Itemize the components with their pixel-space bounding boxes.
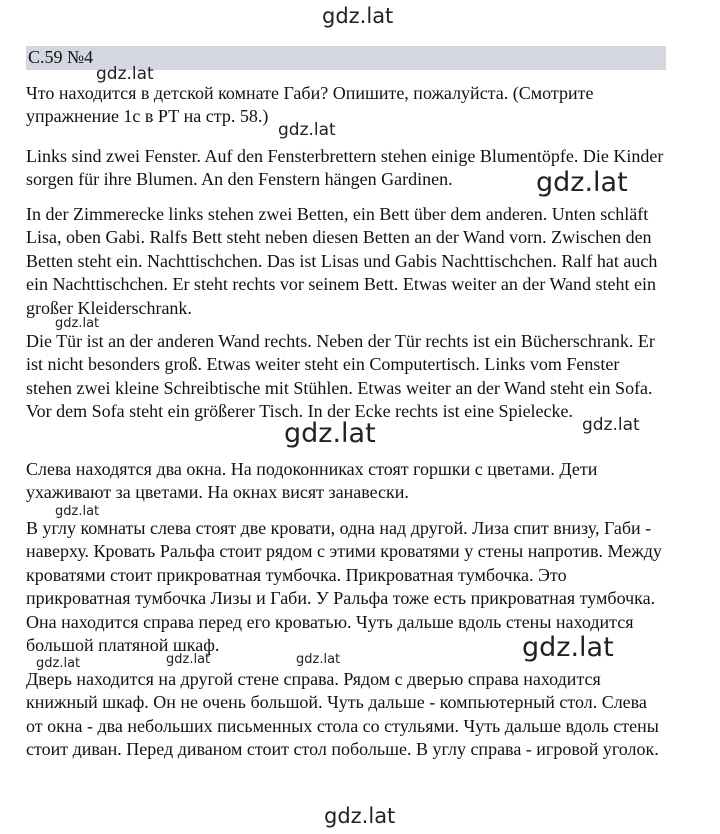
watermark: gdz.lat	[536, 167, 628, 198]
exercise-number: С.59 №4	[28, 47, 94, 67]
watermark: gdz.lat	[36, 656, 81, 671]
watermark: gdz.lat	[582, 415, 640, 435]
watermark: gdz.lat	[55, 504, 100, 519]
watermark-bottom: gdz.lat	[324, 804, 396, 828]
watermark: gdz.lat	[166, 652, 211, 667]
german-paragraph-door: Die Tür ist an der anderen Wand rechts. Neben der Tür rechts ist ein Bücherschrank. Er ist nicht besonders groß. Etwas weiter steht ein Computertisch. Links vom Fenster stehen zwei kleine Schreibtische mit Stühlen. Etwas weiter an der Wand steht ein Sofa. Vor dem Sofa steht ein größerer Tisch. In der Ecke rechts ist eine Spielecke.	[26, 331, 655, 422]
russian-paragraph-door: Дверь находится на другой стене справа. Рядом с дверью справа находится книжный шкаф. Он не очень большой. Чуть дальше - компьютерный стол. Слева от окна - два небольших письменных стола со стульями. Чуть дальше вдоль стены стоит диван. Перед диваном стоит стол побольше. В углу справа - игровой уголок.	[26, 669, 659, 760]
german-paragraph-beds: In der Zimmerecke links stehen zwei Betten, ein Bett über dem anderen. Unten schläft Lisa, oben Gabi. Ralfs Bett steht neben diesen Betten an der Wand vorn. Zwischen den Betten steht ein. Nachttischchen. Das ist Lisas und Gabis Nachttischchen. Ralf hat auch ein Nachttischchen. Er steht rechts vor seinem Bett. Etwas weiter an der Wand steht ein großer Kleiderschrank.	[26, 204, 658, 318]
german-paragraph-windows: Links sind zwei Fenster. Auf den Fensterbrettern stehen einige Blumentöpfe. Die Kinder sorgen für ihre Blumen. An den Fenstern hängen Gardinen.	[26, 146, 664, 190]
watermark: gdz.lat	[55, 316, 100, 331]
question-paragraph: Что находится в детской комнате Габи? Опишите, пожалуйста. (Смотрите упражнение 1с в РТ на стр. 58.)	[26, 83, 594, 127]
watermark: gdz.lat	[522, 632, 614, 663]
watermark-top: gdz.lat	[322, 4, 394, 28]
watermark: gdz.lat	[278, 120, 336, 140]
watermark: gdz.lat	[284, 418, 376, 449]
russian-paragraph-windows: Слева находятся два окна. На подоконниках стоят горшки с цветами. Дети ухаживают за цветами. На окнах висят занавески.	[26, 459, 598, 503]
russian-paragraph-beds: В углу комнаты слева стоят две кровати, одна над другой. Лиза спит внизу, Габи - наверху. Кровать Ральфа стоит рядом с этими кроватями у стены напротив. Между кроватями стоит прикроватная тумбочка. Прикроватная тумбочка. Это прикроватная тумбочка Лизы и Габи. У Ральфа тоже есть прикроватная тумбочка. Она находится справа перед его кроватью. Чуть дальше вдоль стены находится большой платяной шкаф.	[26, 518, 662, 656]
watermark: gdz.lat	[296, 652, 341, 667]
watermark: gdz.lat	[96, 64, 154, 84]
